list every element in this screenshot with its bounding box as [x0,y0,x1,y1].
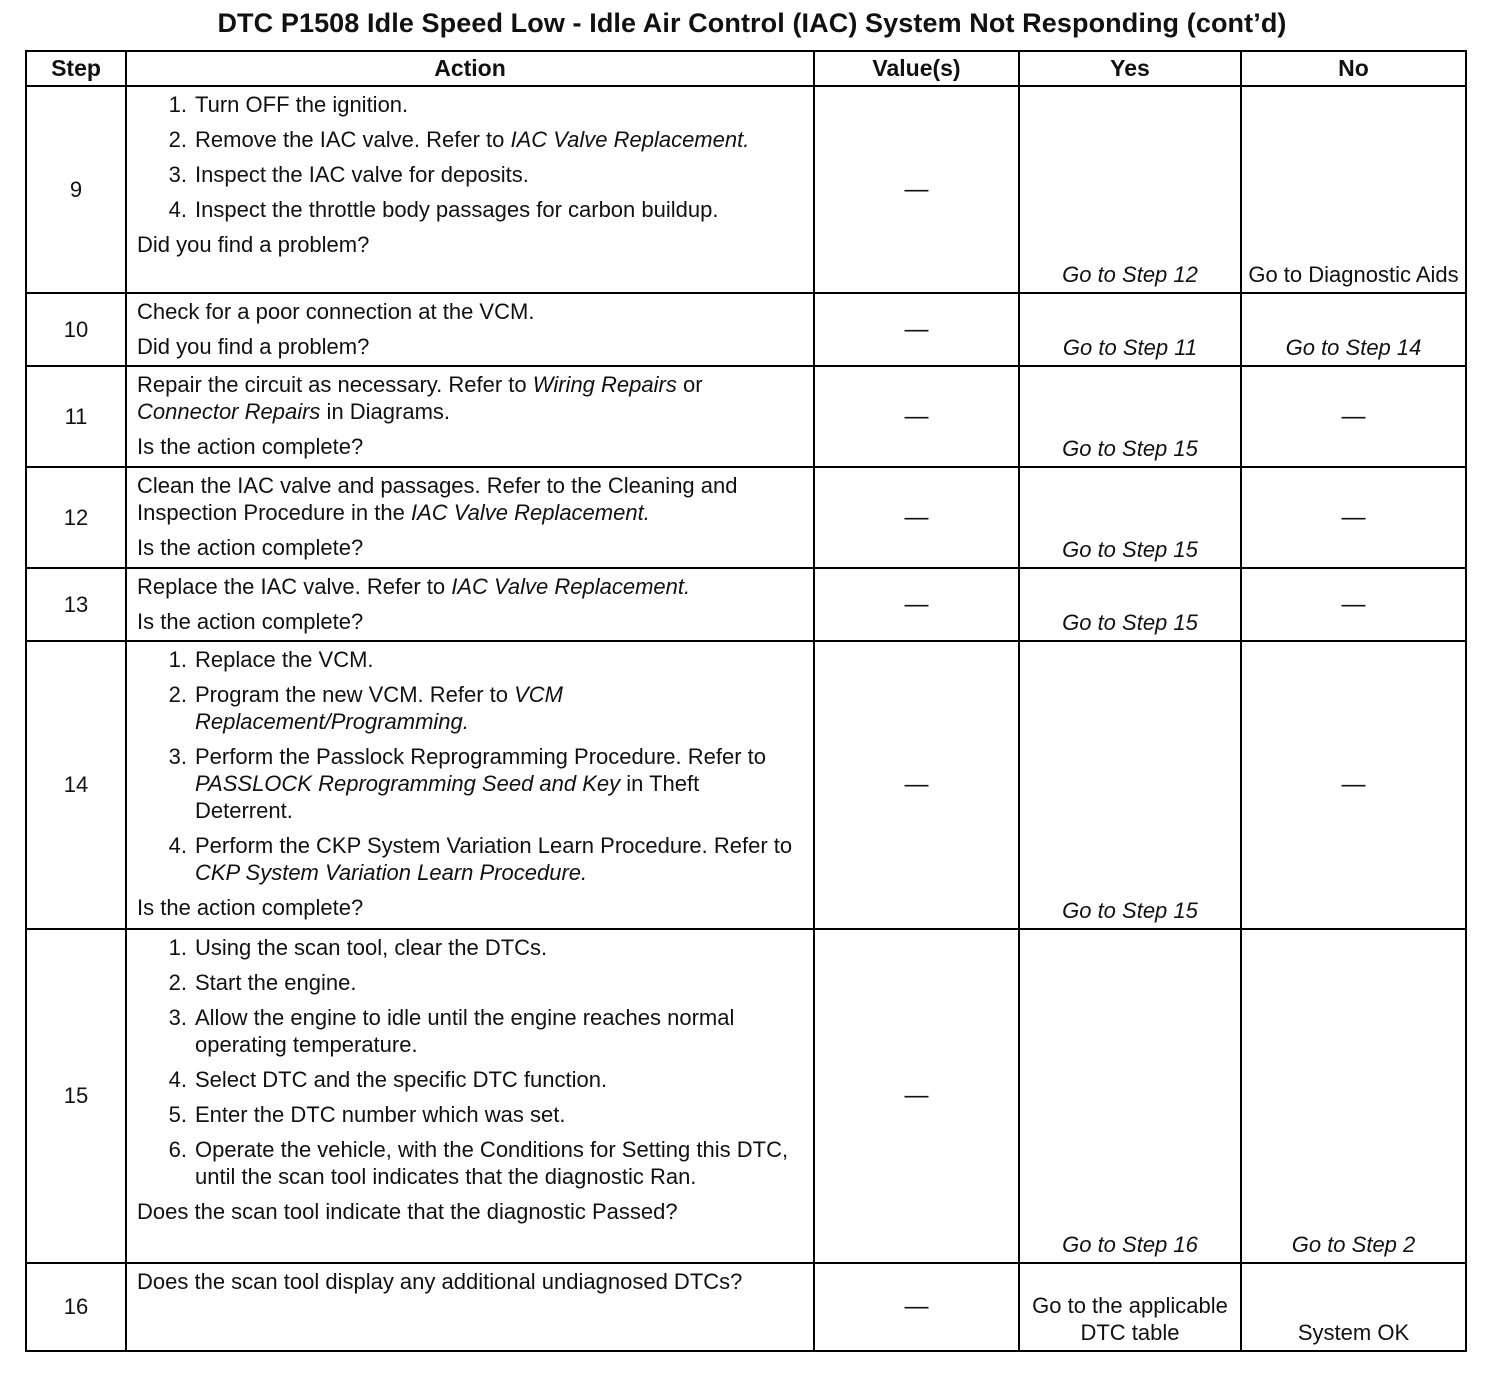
action-cell [126,568,814,641]
action-list-item [137,681,803,735]
action-question: Did you find a problem? [137,334,370,359]
reference-text: IAC Valve Replacement. [410,500,650,525]
action-list-item [137,196,803,223]
instruction-text: Program the new VCM. Refer to [195,682,515,707]
list-number: 4. [168,1067,187,1092]
action-question: Does the scan tool display any additional undiagnosed DTCs? [137,1269,743,1294]
reference-text: IAC Valve Replacement. [510,127,750,152]
list-text [195,161,803,188]
reference-text: PASSLOCK Reprogramming Seed and Key [195,771,621,796]
step-number: 15 [26,929,126,1263]
action-list-item [137,1004,803,1058]
table-row [26,467,1466,568]
yes-cell: Go to Step 15 [1019,366,1241,467]
action-list-item [137,91,803,118]
action-list-item [137,934,803,961]
list-number: 1. [168,935,187,960]
action-cell [126,366,814,467]
reference-text: Wiring Repairs [532,372,677,397]
action-cell [126,467,814,568]
instruction-text: Replace the VCM. [195,647,374,672]
reference-text: VCM Replacement/Programming. [195,682,564,734]
value-cell: — [814,366,1019,467]
action-list-item [137,161,803,188]
list-text [195,91,803,118]
instruction-text: Turn OFF the ignition. [195,92,409,117]
action-cell [126,86,814,293]
no-cell: — [1241,641,1466,929]
yes-cell: Go to the applicable DTC table [1019,1263,1241,1351]
instruction-text: or [676,372,703,397]
step-number: 11 [26,366,126,467]
table-row [26,293,1466,366]
table-row [26,86,1466,293]
instruction-text: Select DTC and the specific DTC function. [195,1067,608,1092]
list-text [195,1136,803,1190]
step-number: 9 [26,86,126,293]
no-cell: — [1241,366,1466,467]
table-row [26,929,1466,1263]
value-cell: — [814,929,1019,1263]
reference-text: CKP System Variation Learn Procedure. [195,860,588,885]
action-list-item [137,1101,803,1128]
action-list-item [137,832,803,886]
instruction-text: Inspect the throttle body passages for carbon buildup. [195,197,719,222]
action-list-item [137,1066,803,1093]
instruction-text: Check for a poor connection at the VCM. [137,299,535,324]
instruction-text: Operate the vehicle, with the Conditions for Setting this DTC, until the scan tool indicates that the diagnostic Ran. [195,1137,789,1189]
list-number: 3. [168,744,187,769]
action-cell [126,929,814,1263]
list-text [195,1004,803,1058]
yes-cell: Go to Step 12 [1019,86,1241,293]
instruction-text: in Theft Deterrent. [195,771,700,823]
value-cell: — [814,293,1019,366]
instruction-text: Perform the CKP System Variation Learn Procedure. Refer to [195,833,793,858]
action-list-item [137,126,803,153]
page-title: DTC P1508 Idle Speed Low - Idle Air Control (IAC) System Not Responding (cont’d) [217,8,1287,38]
list-text [195,196,803,223]
value-cell: — [814,641,1019,929]
action-list [137,91,803,223]
no-cell: Go to Step 2 [1241,929,1466,1263]
step-number: 12 [26,467,126,568]
list-text [195,1101,803,1128]
list-text [195,126,803,153]
reference-text: IAC Valve Replacement. [451,574,691,599]
list-number: 5. [168,1102,187,1127]
no-cell: Go to Diagnostic Aids [1241,86,1466,293]
list-number: 4. [168,833,187,858]
list-number: 6. [168,1137,187,1162]
table-header-row [26,51,1466,86]
instruction-text: in Diagrams. [320,399,451,424]
action-instruction [137,371,803,425]
action-question: Did you find a problem? [137,232,370,257]
diagnostic-table [25,50,1467,1352]
action-cell [126,293,814,366]
action-cell [126,1263,814,1351]
list-text [195,681,803,735]
action-question: Is the action complete? [137,609,364,634]
yes-cell: Go to Step 11 [1019,293,1241,366]
header-action: Action [126,51,814,86]
instruction-text: Enter the DTC number which was set. [195,1102,566,1127]
list-text [195,743,803,824]
yes-cell: Go to Step 16 [1019,929,1241,1263]
no-cell: Go to Step 14 [1241,293,1466,366]
list-number: 1. [168,92,187,117]
step-number: 13 [26,568,126,641]
list-number: 3. [168,162,187,187]
action-instruction [137,298,803,325]
no-cell: — [1241,568,1466,641]
header-no: No [1241,51,1466,86]
list-number: 3. [168,1005,187,1030]
instruction-text: Allow the engine to idle until the engine reaches normal operating temperature. [195,1005,735,1057]
table-body [26,86,1466,1351]
action-list [137,934,803,1190]
yes-cell: Go to Step 15 [1019,568,1241,641]
table-row [26,641,1466,929]
action-list-item [137,969,803,996]
value-cell: — [814,568,1019,641]
header-yes: Yes [1019,51,1241,86]
action-question: Is the action complete? [137,535,364,560]
action-question: Does the scan tool indicate that the diagnostic Passed? [137,1199,678,1224]
value-cell: — [814,86,1019,293]
action-cell [126,641,814,929]
table-row [26,568,1466,641]
action-list [137,646,803,886]
instruction-text: Inspect the IAC valve for deposits. [195,162,529,187]
list-text [195,934,803,961]
yes-cell: Go to Step 15 [1019,467,1241,568]
action-list-item [137,1136,803,1190]
header-step: Step [26,51,126,86]
action-instruction [137,573,803,600]
instruction-text: Replace the IAC valve. Refer to [137,574,452,599]
instruction-text: Repair the circuit as necessary. Refer to [137,372,533,397]
action-question: Is the action complete? [137,434,364,459]
action-list-item [137,646,803,673]
instruction-text: Start the engine. [195,970,357,995]
list-number: 4. [168,197,187,222]
list-number: 2. [168,127,187,152]
step-number: 16 [26,1263,126,1351]
table-row [26,366,1466,467]
yes-cell: Go to Step 15 [1019,641,1241,929]
list-text [195,1066,803,1093]
instruction-text: Perform the Passlock Reprogramming Procedure. Refer to [195,744,767,769]
action-instruction [137,472,803,526]
value-cell: — [814,467,1019,568]
action-list-item [137,743,803,824]
reference-text: Connector Repairs [137,399,321,424]
list-number: 2. [168,682,187,707]
no-cell: System OK [1241,1263,1466,1351]
step-number: 14 [26,641,126,929]
list-number: 1. [168,647,187,672]
table-row [26,1263,1466,1351]
no-cell: — [1241,467,1466,568]
instruction-text: Using the scan tool, clear the DTCs. [195,935,548,960]
value-cell: — [814,1263,1019,1351]
action-question: Is the action complete? [137,895,364,920]
instruction-text: Clean the IAC valve and passages. Refer to the Cleaning and Inspection Procedure in the [137,473,738,525]
step-number: 10 [26,293,126,366]
list-text [195,969,803,996]
list-text [195,832,803,886]
list-number: 2. [168,970,187,995]
instruction-text: Remove the IAC valve. Refer to [195,127,511,152]
header-values: Value(s) [814,51,1019,86]
list-text [195,646,803,673]
